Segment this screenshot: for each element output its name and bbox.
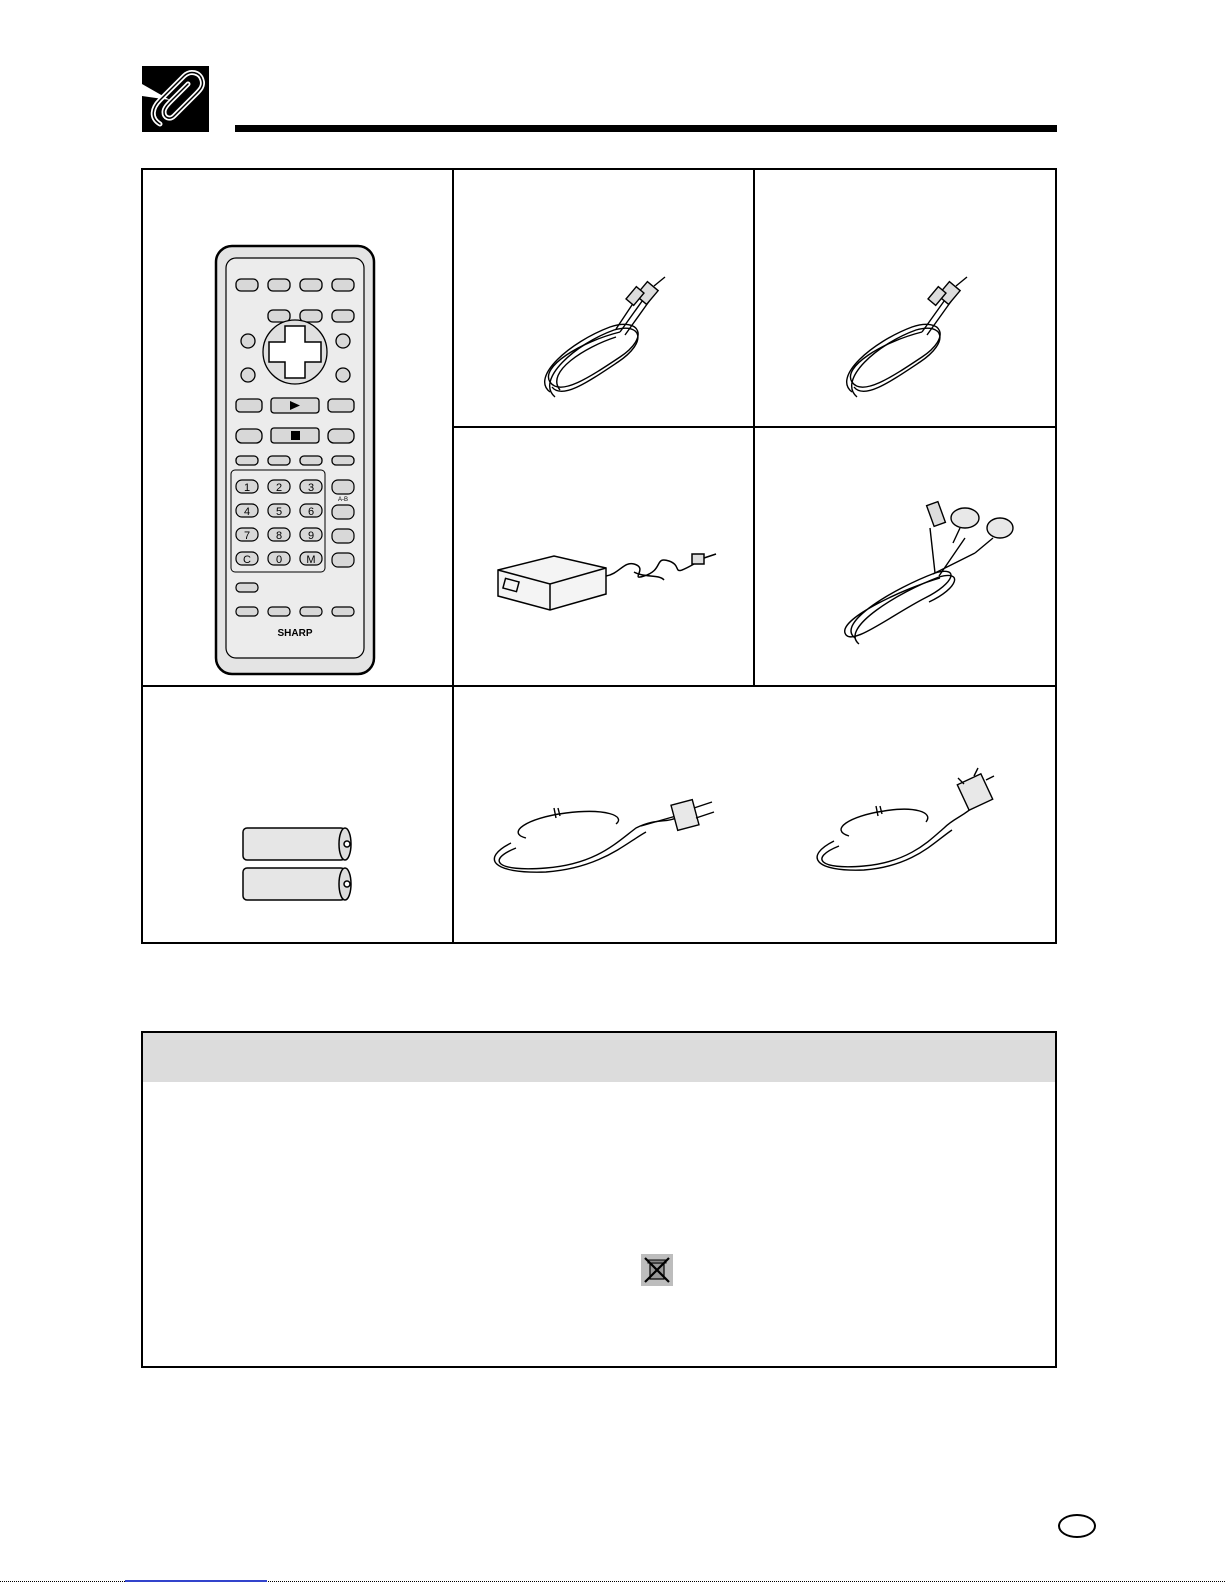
remote-brand: SHARP (277, 628, 313, 639)
key-label: 1 (243, 482, 251, 494)
ac-adapter-illustration (494, 536, 720, 616)
audio-cable-illustration (832, 272, 982, 407)
key-label: 8 (275, 530, 283, 542)
key-label: 7 (243, 530, 251, 542)
batteries-illustration (240, 826, 356, 902)
notice-heading (143, 1033, 1055, 1061)
ab-label: A-B (337, 497, 349, 503)
key-label: 2 (275, 482, 283, 494)
key-label: 0 (275, 554, 283, 566)
key-label: 3 (307, 482, 315, 494)
earphones-illustration (835, 498, 1015, 658)
grid-divider (452, 168, 454, 944)
notice-header (143, 1033, 1055, 1082)
grid-divider (141, 685, 1057, 687)
bottom-link-underline[interactable] (125, 1580, 267, 1582)
grid-divider (452, 426, 1057, 428)
paperclip-icon (142, 66, 209, 132)
audio-video-cable-illustration (530, 272, 680, 407)
key-label: 5 (275, 506, 283, 518)
key-label: 9 (307, 530, 315, 542)
crossed-bin-icon (641, 1254, 673, 1286)
key-label: M (306, 554, 316, 566)
remote-control-illustration (214, 244, 376, 676)
key-label: 4 (243, 506, 251, 518)
ac-power-cord-uk-illustration (814, 766, 1000, 872)
ac-power-cord-eu-illustration (486, 788, 722, 874)
key-label: 6 (307, 506, 315, 518)
page-number-badge (1058, 1514, 1096, 1538)
title-rule (235, 125, 1057, 132)
key-label: C (243, 554, 251, 566)
